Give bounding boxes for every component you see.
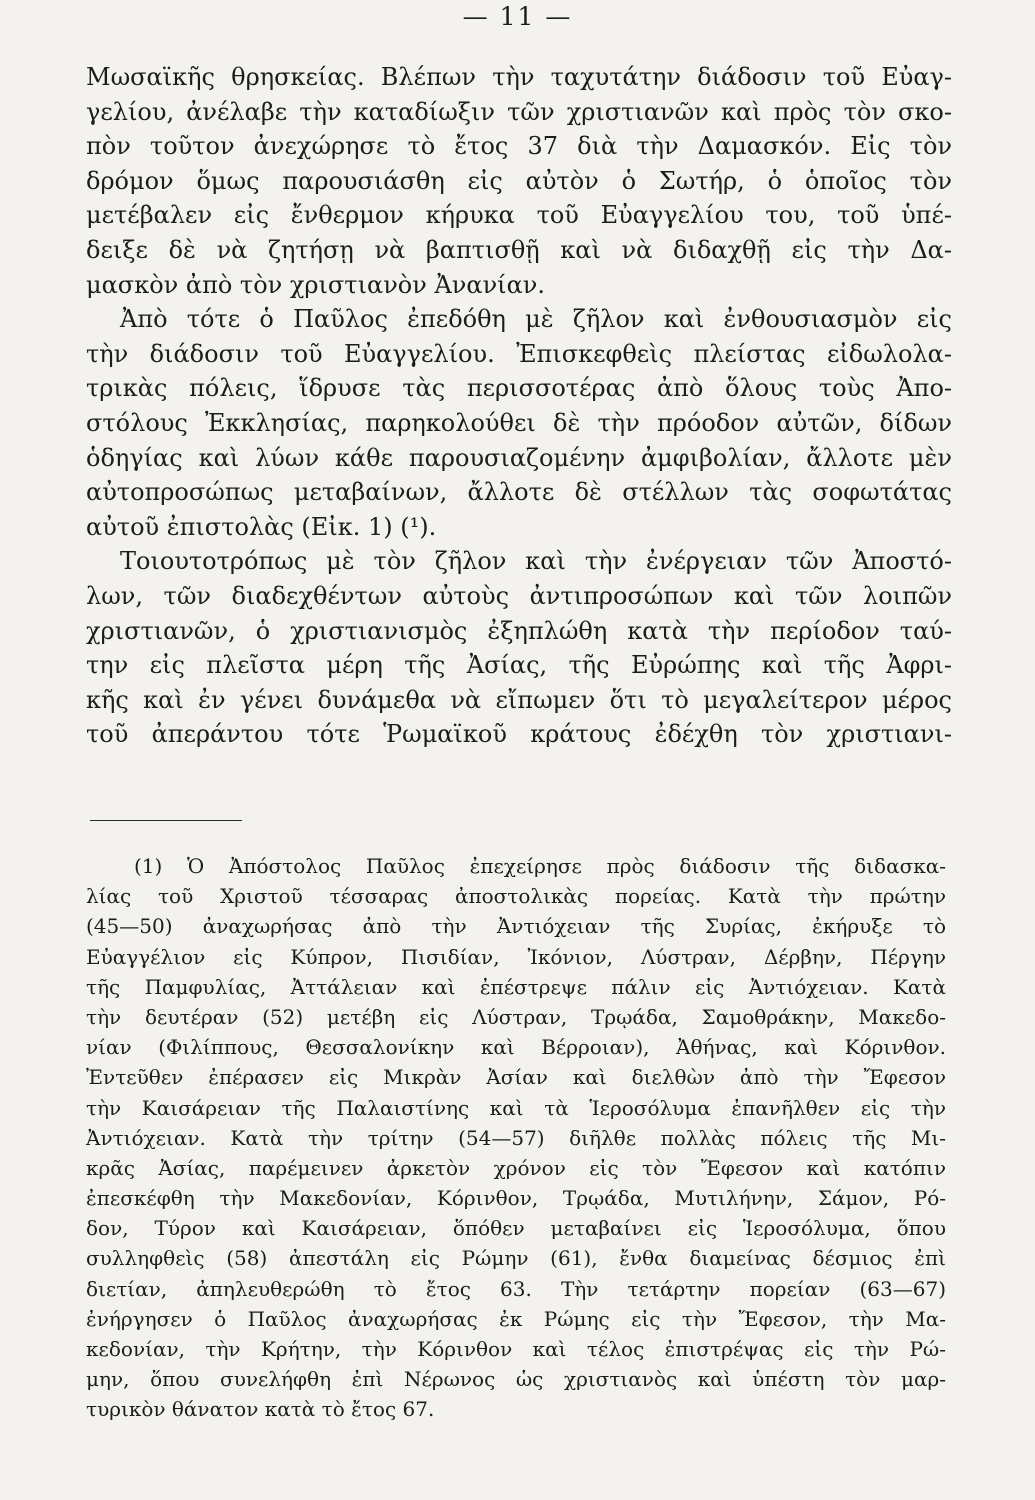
- body-line: κῆς καὶ ἐν γένει δυνάμεθα νὰ εἴπωμεν ὅτι τὸ μεγαλείτερον μέρος: [86, 685, 952, 714]
- footnote-line: τῆς Παμφυλίας, Ἀττάλειαν καὶ ἐπέστρεψε πάλιν εἰς Ἀντιόχειαν. Κατὰ: [86, 974, 946, 999]
- body-line: πὸν τοῦτον ἀνεχώρησε τὸ ἔτος 37 διὰ τὴν Δαμασκόν. Εἰς τὸν: [86, 132, 952, 161]
- footnote-line: κεδονίαν, τὴν Κρήτην, τὴν Κόρινθον καὶ τέλος ἐπιστρέψας εἰς τὴν Ρώ-: [86, 1337, 946, 1361]
- footnote-line: Ἀντιόχειαν. Κατὰ τὴν τρίτην (54—57) διῆλθε πολλὰς πόλεις τῆς Μι-: [86, 1125, 946, 1150]
- body-line: μασκὸν ἀπὸ τὸν χριστιανὸν Ἀνανίαν.: [86, 270, 546, 299]
- footnote-line: τὴν Καισάρειαν τῆς Παλαιστίνης καὶ τὰ Ἱεροσόλυμα ἐπανῆλθεν εἰς τὴν: [86, 1095, 946, 1120]
- footnote-line: συλληφθεὶς (58) ἀπεστάλη εἰς Ρώμην (61), ἔνθα διαμείνας δέσμιος ἐπὶ: [86, 1246, 946, 1271]
- body-line: τοῦ ἀπεράντου τότε Ῥωμαϊκοῦ κράτους ἐδέχθη τὸν χριστιανι-: [86, 720, 952, 749]
- body-line: τὴν διάδοσιν τοῦ Εὐαγγελίου. Ἐπισκεφθεὶς πλείστας εἰδωλολα-: [86, 339, 952, 368]
- body-line: δειξε δὲ νὰ ζητήσῃ νὰ βαπτισθῇ καὶ νὰ διδαχθῇ εἰς τὴν Δα-: [86, 235, 952, 264]
- footnote-line: τυρικὸν θάνατον κατὰ τὸ ἔτος 67.: [86, 1397, 435, 1422]
- footnote-line: (45—50) ἀναχωρήσας ἀπὸ τὴν Ἀντιόχειαν τῆς Συρίας, ἐκήρυξε τὸ: [86, 914, 946, 939]
- body-text: [86, 60, 952, 752]
- body-line: μετέβαλεν εἰς ἔνθερμον κήρυκα τοῦ Εὐαγγελίου του, τοῦ ὑπέ-: [86, 201, 952, 230]
- body-line: ὁδηγίας καὶ λύων κάθε παρουσιαζομένην ἀμφιβολίαν, ἄλλοτε μὲν: [86, 443, 952, 472]
- body-line: αὐτοπροσώπως μεταβαίνων, ἄλλοτε δὲ στέλλων τὰς σοφωτάτας: [86, 478, 952, 507]
- body-line: γελίου, ἀνέλαβε τὴν καταδίωξιν τῶν χριστιανῶν καὶ πρὸς τὸν σκο-: [86, 97, 952, 126]
- body-line: χριστιανῶν, ὁ χριστιανισμὸς ἐξηπλώθη κατὰ τὴν περίοδον ταύ-: [86, 616, 952, 645]
- body-line: Μωσαϊκῆς θρησκείας. Βλέπων τὴν ταχυτάτην διάδοσιν τοῦ Εὐαγ-: [86, 63, 952, 91]
- body-line: τρικὰς πόλεις, ἵδρυσε τὰς περισσοτέρας ἀπὸ ὅλους τοὺς Ἀπο-: [86, 374, 952, 403]
- page-number: — 11 —: [462, 2, 573, 31]
- footnote-line: (1) Ὁ Ἀπόστολος Παῦλος ἐπεχείρησε πρὸς διάδοσιν τῆς διδασκα-: [134, 854, 946, 878]
- footnote-line: κρᾶς Ἀσίας, παρέμεινεν ἀρκετὸν χρόνον εἰς τὸν Ἔφεσον καὶ κατόπιν: [86, 1155, 946, 1180]
- body-line: δρόμον ὅμως παρουσιάσθη εἰς αὐτὸν ὁ Σωτήρ, ὁ ὁποῖος τὸν: [86, 166, 952, 195]
- footnote-line: διετίαν, ἀπηλευθερώθη τὸ ἔτος 63. Τὴν τετάρτην πορείαν (63—67): [86, 1276, 946, 1301]
- body-line: Τοιουτοτρόπως μὲ τὸν ζῆλον καὶ τὴν ἐνέργειαν τῶν Ἀποστό-: [120, 547, 952, 576]
- footnote-line: ἐπεσκέφθη τὴν Μακεδονίαν, Κόρινθον, Τρῳάδα, Μυτιλήνην, Σάμον, Ρό-: [86, 1186, 946, 1211]
- footnote-line: λίας τοῦ Χριστοῦ τέσσαρας ἀποστολικὰς πορείας. Κατὰ τὴν πρώτην: [86, 884, 946, 909]
- footnote-line: δον, Τύρον καὶ Καισάρειαν, ὅπόθεν μεταβαίνει εἰς Ἱεροσόλυμα, ὅπου: [86, 1216, 946, 1241]
- footnote-line: τὴν δευτέραν (52) μετέβη εἰς Λύστραν, Τρῳάδα, Σαμοθράκην, Μακεδο-: [86, 1004, 946, 1029]
- footnote-line: μην, ὅπου συνελήφθη ἐπὶ Νέρωνος ὡς χριστιανὸς καὶ ὑπέστη τὸν μαρ-: [86, 1367, 946, 1392]
- footnote: [86, 851, 946, 1425]
- footnote-line: Ἐντεῦθεν ἐπέρασεν εἰς Μικρὰν Ἀσίαν καὶ διελθὼν ἀπὸ τὴν Ἔφεσον: [86, 1065, 946, 1090]
- body-line: την εἰς πλεῖστα μέρη τῆς Ἀσίας, τῆς Εὐρώπης καὶ τῆς Ἀφρι-: [86, 651, 952, 680]
- body-line: αὐτοῦ ἐπιστολὰς (Εἰκ. 1) (¹).: [86, 512, 437, 541]
- footnote-line: νίαν (Φιλίππους, Θεσσαλονίκην καὶ Βέρροιαν), Ἀθήνας, καὶ Κόρινθον.: [86, 1035, 946, 1060]
- footnote-separator: [90, 820, 242, 821]
- footnote-line: ἐνήργησεν ὁ Παῦλος ἀναχωρήσας ἐκ Ρώμης εἰς τὴν Ἔφεσον, τὴν Μα-: [86, 1306, 946, 1331]
- body-line: Ἀπὸ τότε ὁ Παῦλος ἐπεδόθη μὲ ζῆλον καὶ ἐνθουσιασμὸν εἰς: [120, 305, 952, 334]
- footnote-line: Εὐαγγέλιον εἰς Κύπρον, Πισιδίαν, Ἰκόνιον, Λύστραν, Δέρβην, Πέργην: [86, 944, 946, 969]
- body-line: λων, τῶν διαδεχθέντων αὐτοὺς ἀντιπροσώπων καὶ τῶν λοιπῶν: [86, 581, 952, 610]
- body-line: στόλους Ἐκκλησίας, παρηκολούθει δὲ τὴν πρόοδον αὐτῶν, δίδων: [86, 408, 952, 437]
